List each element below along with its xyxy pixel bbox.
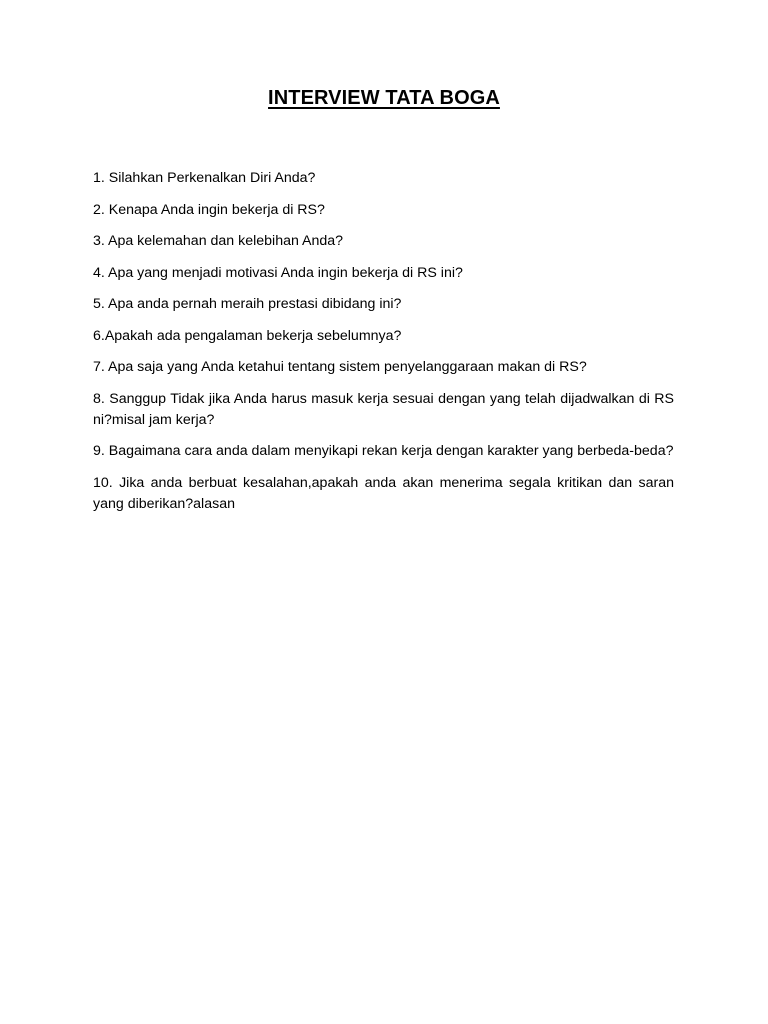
question-item: 2. Kenapa Anda ingin bekerja di RS? [93, 201, 325, 218]
question-item: 6.Apakah ada pengalaman bekerja sebelumnya? [93, 327, 402, 344]
question-item: 8. Sanggup Tidak jika Anda harus masuk kerja sesuai dengan yang telah dijadwalkan di RS ni?misal jam kerja? [93, 390, 674, 428]
question-item: 1. Silahkan Perkenalkan Diri Anda? [93, 170, 316, 186]
question-item: 10. Jika anda berbuat kesalahan,apakah anda akan menerima segala kritikan dan saran yang diberikan?alasan [93, 474, 674, 512]
question-list [93, 168, 674, 525]
question-item: 7. Apa saja yang Anda ketahui tentang sistem penyelanggaraan makan di RS? [93, 359, 587, 375]
question-item: 5. Apa anda pernah meraih prestasi dibidang ini? [93, 296, 402, 312]
question-item: 4. Apa yang menjadi motivasi Anda ingin bekerja di RS ini? [93, 264, 463, 281]
question-item: 3. Apa kelemahan dan kelebihan Anda? [93, 233, 344, 249]
document-title: INTERVIEW TATA BOGA [268, 87, 500, 109]
question-item: 9. Bagaimana cara anda dalam menyikapi rekan kerja dengan karakter yang berbeda-beda? [93, 443, 674, 459]
